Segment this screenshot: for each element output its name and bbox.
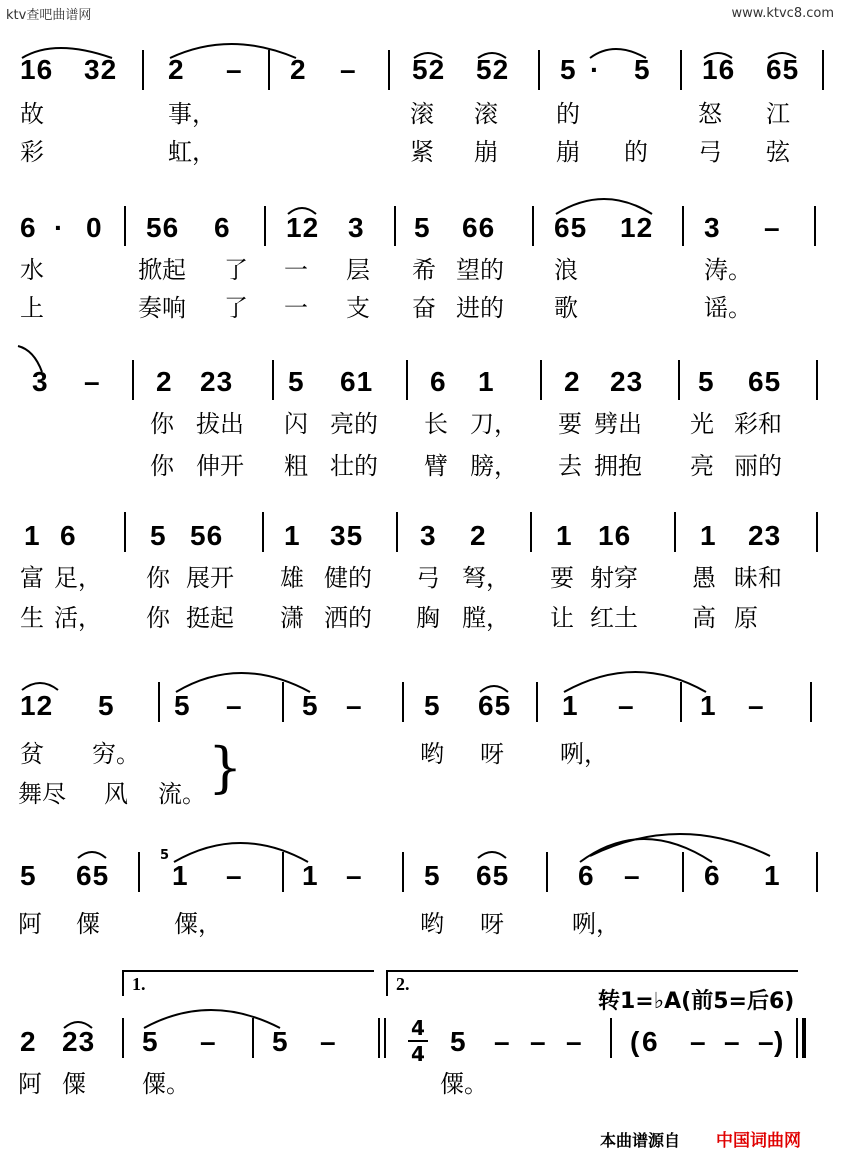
lyric: 僳。 [142,1070,190,1098]
lyric: 涛。 [704,256,752,284]
lyric: 阿 [18,1070,42,1098]
note: · [54,212,65,243]
lyric: 舞尽 [18,780,66,808]
lyric: 咧， [572,910,620,938]
lyric: 望的 [456,256,504,284]
note: 23 [62,1026,96,1057]
note: 56 [190,520,224,551]
note: 12 [620,212,654,243]
note: 5 [98,690,115,721]
lyric: 层 [346,256,370,284]
note: 6 [214,212,231,243]
note: 23 [748,520,782,551]
slur-mark [0,830,842,864]
lyric: 足， [54,564,102,592]
note: · [590,54,601,85]
lyric: 臂 [424,452,448,480]
lyric: 挺起 [186,604,234,632]
lyric: 歌 [554,294,578,322]
lyrics-row-7a [0,1072,842,1112]
note: 3 [348,212,365,243]
lyric: 崩 [474,138,498,166]
note: 1 [24,520,41,551]
lyric: 射穿 [590,564,638,592]
note: 5 [634,54,651,85]
lyric: 展开 [186,564,234,592]
lyric: 要 [558,410,582,438]
note: 2 [290,54,307,85]
lyric: 彩 [20,138,44,166]
lyrics-row-2b [0,296,842,336]
lyric: 光 [690,410,714,438]
note: ) [774,1026,785,1057]
lyric: 贫 [20,740,44,768]
lyric: 拥抱 [594,452,642,480]
time-signature: 4 4 [408,1018,428,1064]
note: 2 [168,54,185,85]
bar-line [816,512,818,552]
lyrics-row-1a [0,102,842,142]
note: 2 [470,520,487,551]
lyric: 哟 [420,740,444,768]
lyric: 弩， [462,564,510,592]
note: 5 [424,690,441,721]
lyric: 你 [146,564,170,592]
note: – [758,1026,775,1057]
lyric: 风 [104,780,128,808]
lyric: 弦 [766,138,790,166]
note: 35 [330,520,364,551]
lyric: 呀 [480,910,504,938]
note: 6 [60,520,77,551]
lyric: 潇 [280,604,304,632]
lyric: 刀， [470,410,518,438]
lyric: 奋 [412,294,436,322]
lyric: 闪 [284,410,308,438]
lyric: 膀， [470,452,518,480]
lyric: 怒 [698,100,722,128]
lyric: 原 [734,604,758,632]
note: 1 [302,860,319,891]
lyric: 膛， [462,604,510,632]
note: 16 [702,54,736,85]
note: – [200,1026,217,1057]
note: 65 [554,212,588,243]
lyric: 的 [556,100,580,128]
notes-row-4 [0,502,842,562]
lyric: 劈出 [594,410,642,438]
lyric: 活， [54,604,102,632]
note: – [340,54,357,85]
lyric: 你 [150,410,174,438]
grace-note: 5 [160,848,170,863]
note: 1 [764,860,781,891]
note: 61 [340,366,374,397]
lyric: 你 [146,604,170,632]
note: 0 [86,212,103,243]
note: 65 [766,54,800,85]
lyric: 彩和 [734,410,782,438]
note: 1 [700,690,717,721]
note: – [566,1026,583,1057]
note: – [748,690,765,721]
lyric: 要 [550,564,574,592]
note: 5 [20,860,37,891]
lyric: 弓 [698,138,722,166]
note: 12 [20,690,54,721]
notes-row-2 [0,196,842,256]
note: 5 [142,1026,159,1057]
lyric: 去 [558,452,582,480]
note: – [494,1026,511,1057]
note: 5 [450,1026,467,1057]
note: 52 [476,54,510,85]
note: 1 [284,520,301,551]
lyric: 阿 [18,910,42,938]
note: 5 [302,690,319,721]
lyric: 穷。 [92,740,140,768]
note: ( [630,1026,641,1057]
note: – [226,54,243,85]
note: – [320,1026,337,1057]
note: 1 [556,520,573,551]
watermark-left: ktv查吧曲谱网 [6,8,92,23]
lyric: 水 [20,256,44,284]
lyric: 粗 [284,452,308,480]
volta-second-ending: 2. [386,970,798,996]
lyrics-row-4a [0,566,842,606]
note: 5 [424,860,441,891]
slur-mark [0,998,842,1032]
note: 1 [562,690,579,721]
lyric: 伸开 [196,452,244,480]
note: 5 [560,54,577,85]
bar-line [396,512,398,552]
note: 5 [698,366,715,397]
note: 65 [748,366,782,397]
note: – [226,690,243,721]
note: 5 [414,212,431,243]
watermark-right[interactable]: www.ktvc8.com [731,6,834,21]
note: – [530,1026,547,1057]
lyric: 哟 [420,910,444,938]
lyric: 了 [224,256,248,284]
notes-row-6 [0,830,842,890]
lyric: 崩 [556,138,580,166]
note: 65 [478,690,512,721]
bar-line [262,512,264,552]
source-label: 本曲谱源自 [600,1131,681,1150]
note: 5 [272,1026,289,1057]
lyric: 事， [168,100,216,128]
note: 65 [76,860,110,891]
lyric: 健的 [324,564,372,592]
lyric: 咧， [560,740,608,768]
lyric: 呀 [480,740,504,768]
lyric: 长 [424,410,448,438]
notes-row-5 [0,660,842,720]
lyric: 僳。 [440,1070,488,1098]
note: 3 [32,366,49,397]
notes-row-1 [0,40,842,100]
lyrics-row-5b [0,782,842,822]
lyric: 一 [284,256,308,284]
notes-row-3 [0,344,842,404]
note: 2 [564,366,581,397]
notes-row-7 [0,998,842,1066]
note: 1 [478,366,495,397]
note: 1 [172,860,189,891]
slur-mark [0,40,842,60]
note: 12 [286,212,320,243]
lyric: 支 [346,294,370,322]
lyric: 僳 [62,1070,86,1098]
note: – [624,860,641,891]
note: 1 [700,520,717,551]
lyrics-row-4b [0,606,842,646]
note: 6 [578,860,595,891]
lyric: 弓 [416,564,440,592]
lyric: 洒的 [324,604,372,632]
brace-mark: } [208,736,243,799]
note: 16 [20,54,54,85]
source-link[interactable]: 中国词曲网 [716,1131,801,1151]
lyric: 胸 [416,604,440,632]
note: 5 [174,690,191,721]
slur-mark [0,196,842,216]
note: – [618,690,635,721]
note: 6 [430,366,447,397]
note: 2 [156,366,173,397]
lyric: 虹， [168,138,216,166]
lyric: 了 [224,294,248,322]
lyric: 江 [766,100,790,128]
lyric: 亮的 [330,410,378,438]
lyric: 红土 [590,604,638,632]
lyric: 浪 [554,256,578,284]
note: 6 [704,860,721,891]
lyric: 富 [20,564,44,592]
lyric: 掀起 [138,256,186,284]
lyrics-row-2a [0,258,842,298]
note: – [346,690,363,721]
lyric: 愚 [692,564,716,592]
lyric: 生 [20,604,44,632]
note: – [226,860,243,891]
lyric: 谣。 [704,294,752,322]
lyrics-row-6a [0,912,842,952]
note: – [690,1026,707,1057]
lyric: 的 [624,138,648,166]
lyric: 进的 [456,294,504,322]
lyric: 拔出 [196,410,244,438]
lyrics-row-3a [0,412,842,452]
note: – [764,212,781,243]
lyric: 亮 [690,452,714,480]
note: 3 [420,520,437,551]
note: – [84,366,101,397]
lyric: 滚 [410,100,434,128]
slur-mark [0,660,842,694]
volta-first-ending: 1. [122,970,374,996]
bar-line [124,512,126,552]
lyric: 滚 [474,100,498,128]
lyrics-row-3b [0,454,842,494]
note: 6 [642,1026,659,1057]
lyric: 僳 [76,910,100,938]
note: 3 [704,212,721,243]
note: 32 [84,54,118,85]
bar-line [530,512,532,552]
lyric: 紧 [410,138,434,166]
note: 2 [20,1026,37,1057]
note: 5 [150,520,167,551]
lyric: 雄 [280,564,304,592]
lyrics-row-1b [0,140,842,180]
note: 23 [610,366,644,397]
lyric: 昧和 [734,564,782,592]
note: 66 [462,212,496,243]
note: – [724,1026,741,1057]
lyric: 上 [20,294,44,322]
note: 65 [476,860,510,891]
key-change-label: 转1=♭A(前5=后6) [598,989,795,1014]
lyric: 壮的 [330,452,378,480]
note: 6 [20,212,37,243]
note: 5 [288,366,305,397]
note: 52 [412,54,446,85]
lyric: 你 [150,452,174,480]
bar-line [674,512,676,552]
lyric: 希 [412,256,436,284]
lyric: 丽的 [734,452,782,480]
slur-mark [0,344,842,374]
note: – [346,860,363,891]
lyric: 让 [550,604,574,632]
lyric: 奏响 [138,294,186,322]
lyric: 一 [284,294,308,322]
note: 23 [200,366,234,397]
note: 16 [598,520,632,551]
lyrics-row-5a [0,742,842,782]
lyric: 流。 [158,780,206,808]
note: 56 [146,212,180,243]
lyric: 故 [20,100,44,128]
lyric: 高 [692,604,716,632]
lyric: 僳， [174,910,222,938]
